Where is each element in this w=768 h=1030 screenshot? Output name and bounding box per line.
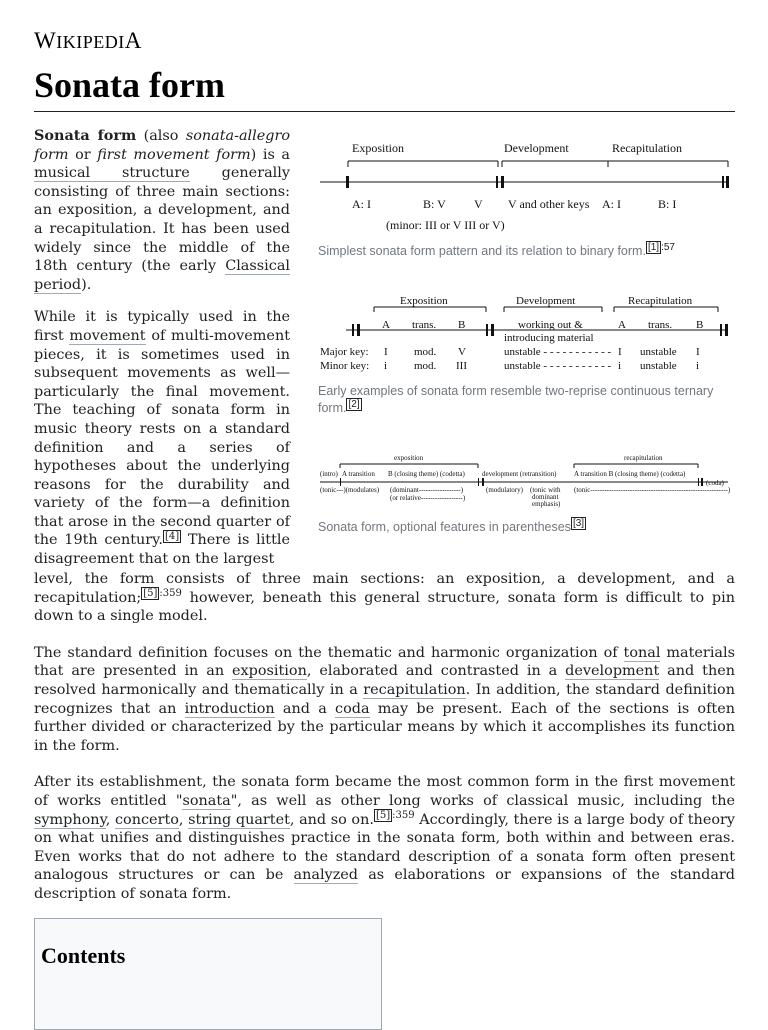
link-classical-period[interactable]: Classical period bbox=[34, 258, 290, 293]
svg-text:A: I: A: I bbox=[352, 197, 371, 211]
svg-text:unstable: unstable bbox=[640, 360, 677, 372]
svg-text:A: I: A: I bbox=[602, 197, 621, 211]
figure-1 bbox=[318, 136, 738, 260]
f1-development-label: Development bbox=[504, 141, 569, 155]
svg-text:introducing material: introducing material bbox=[504, 332, 594, 344]
svg-text:Exposition: Exposition bbox=[400, 295, 448, 307]
link-movement[interactable]: movement bbox=[69, 327, 146, 344]
svg-text:Recapitulation: Recapitulation bbox=[628, 295, 693, 307]
svg-text:emphasis): emphasis) bbox=[532, 500, 561, 508]
svg-text:I: I bbox=[384, 346, 388, 358]
svg-text:trans.: trans. bbox=[648, 319, 673, 331]
svg-text:(tonic---)(modulates): (tonic---)(modulates) bbox=[320, 486, 380, 494]
svg-text:dominant: dominant bbox=[532, 493, 559, 501]
svg-text:(tonic------------------------: (tonic-----------------------------------------------------------) bbox=[574, 486, 731, 494]
lead-paragraph-2: While it is typically used in the first movement of multi-movement pieces, it is sometimes used in subsequent movements as well—particularly the final movement. The teaching of sonata form in music theory rests on a standard definition and a series of hypotheses about the underlying reasons for the durability and variety of the form—a definition that arose in the second quarter of the 19th century. [4] There is little disagreement that on the largest bbox=[34, 309, 290, 568]
citation-5b[interactable]: [5] :359 bbox=[375, 809, 415, 821]
toc-title: Contents bbox=[41, 943, 126, 968]
svg-text:(modulatory): (modulatory) bbox=[486, 486, 523, 494]
svg-text:B: B bbox=[458, 319, 466, 331]
svg-text:V: V bbox=[458, 346, 466, 358]
title-divider bbox=[34, 111, 735, 112]
svg-text:exposition: exposition bbox=[394, 454, 424, 462]
svg-text:mod.: mod. bbox=[414, 360, 437, 372]
svg-text:A transition B (closing them: A transition B (closing theme) (codetta) bbox=[574, 470, 686, 478]
body-paragraph-3: After its establishment, the sonata form became the most common form in the first movement of works entitled "sonata", as well as other long works of classical music, including the symphony, concerto, string quartet, and so on. $^{[5] :359}$ Accordingly, there is a large body of theory on what unifies and distinguishes practice in the sonata form, both within and between eras. Even works that do not adhere to the standard description of a sonata form often present analogous structures or can be analyzed as elaborations or expansions of the standard description of sonata form. bbox=[34, 774, 736, 902]
svg-text:Development: Development bbox=[516, 295, 576, 307]
figure-2-caption: Early examples of sonata form resemble two-reprise continuous ternary form. [2] bbox=[318, 384, 714, 415]
link-musical-structure[interactable]: musical structure bbox=[34, 165, 190, 182]
svg-text:unstable: unstable bbox=[640, 346, 677, 358]
lead-section bbox=[34, 127, 290, 583]
citation-2[interactable]: [2] bbox=[348, 398, 360, 410]
svg-text:B: I: B: I bbox=[658, 197, 677, 211]
svg-text:III: III bbox=[456, 360, 467, 372]
figure-3 bbox=[318, 452, 738, 536]
svg-text:V: V bbox=[474, 197, 483, 211]
link-coda[interactable]: coda bbox=[335, 700, 370, 717]
svg-text:(tonic with: (tonic with bbox=[530, 486, 561, 494]
link-recapitulation[interactable]: recapitulation bbox=[363, 681, 466, 698]
svg-text:trans.: trans. bbox=[412, 319, 437, 331]
link-tonal[interactable]: tonal bbox=[623, 644, 661, 661]
svg-text:A transition: A transition bbox=[342, 470, 375, 478]
svg-text:unstable - - - - - - - - - - -: unstable - - - - - - - - - - - bbox=[504, 360, 612, 372]
alt-name-2: first movement form bbox=[97, 146, 251, 163]
svg-text:(dominant------------------): (dominant------------------) bbox=[390, 486, 464, 494]
figure-3-caption: Sonata form, optional features in parentheses [3] bbox=[318, 517, 585, 534]
body-paragraph-1: level, the form consists of three main sections: an exposition, a development, and a recapitulation; $^{[5] :359}$ however, beneath this general structure, sonata form is difficult to pin down to a single model. bbox=[34, 571, 735, 625]
svg-text:I: I bbox=[618, 346, 622, 358]
article-body bbox=[34, 570, 735, 922]
svg-text:B: B bbox=[696, 319, 704, 331]
two-reprise-diagram bbox=[318, 292, 738, 376]
body-paragraph-2: The standard definition focuses on the thematic and harmonic organization of tonal materials that are presented in an exposition, elaborated and contrasted in a development and then resolved harmonically and thematically in a recapitulation. In addition, the standard definition recognizes that an introduction and a coda may be present. Each of the sections is often further divided or characterized by the particular means by which it accomplishes its function in the form. bbox=[34, 644, 735, 754]
page-title: Sonata form bbox=[34, 65, 225, 105]
link-introduction[interactable]: introduction bbox=[184, 700, 275, 717]
link-analyzed[interactable]: analyzed bbox=[293, 867, 359, 884]
optional-features-diagram bbox=[318, 452, 738, 508]
svg-text:recapitulation: recapitulation bbox=[624, 454, 663, 462]
link-string-quartet[interactable]: string quartet bbox=[188, 811, 290, 828]
link-exposition[interactable]: exposition bbox=[232, 663, 307, 680]
svg-text:i: i bbox=[384, 360, 388, 372]
f1-recapitulation-label: Recapitulation bbox=[612, 141, 682, 155]
citation-1[interactable]: [1] :57 bbox=[647, 241, 675, 253]
link-development[interactable]: development bbox=[565, 663, 660, 680]
f1-exposition-label: Exposition bbox=[352, 141, 405, 155]
link-symphony[interactable]: symphony bbox=[34, 811, 106, 828]
svg-text:I: I bbox=[696, 346, 700, 358]
svg-text:development (retransition): development (retransition) bbox=[482, 470, 557, 478]
link-concerto[interactable]: concerto bbox=[115, 811, 179, 828]
svg-text:B: V: B: V bbox=[423, 197, 446, 211]
svg-text:V and other keys: V and other keys bbox=[508, 197, 590, 211]
bold-term: Sonata form bbox=[34, 127, 137, 144]
svg-text:B (closing theme) (codetta): B (closing theme) (codetta) bbox=[388, 470, 465, 478]
svg-text:Major key:: Major key: bbox=[320, 346, 369, 358]
svg-text:i: i bbox=[618, 360, 622, 372]
svg-text:(intro): (intro) bbox=[320, 470, 338, 478]
sonata-binary-diagram bbox=[318, 136, 738, 236]
citation-5a[interactable]: [5] :359 bbox=[143, 587, 182, 599]
lead-paragraph-1: Sonata form (also sonata-allegro form or first movement form) is a musical structure generally consisting of three main sections: an exposition, a development, and a recapitulation. It has been used widely since the middle of the 18th century (the early Classical period). bbox=[34, 127, 291, 293]
table-of-contents bbox=[34, 918, 382, 1030]
wikipedia-wordmark[interactable]: WIKIPEDIA bbox=[34, 28, 142, 53]
svg-text:unstable - - - - - - - - - - -: unstable - - - - - - - - - - - bbox=[504, 346, 612, 358]
f1-minor-note: (minor: III or V III or V) bbox=[386, 218, 505, 232]
alt-name-1: sonata-allegro form bbox=[34, 128, 291, 163]
citation-3[interactable]: [3] bbox=[572, 517, 585, 529]
svg-text:(coda): (coda) bbox=[706, 479, 724, 487]
svg-text:A: A bbox=[382, 319, 390, 331]
svg-text:working out &: working out & bbox=[518, 319, 583, 331]
svg-text:Minor key:: Minor key: bbox=[320, 360, 370, 372]
citation-4[interactable]: [4] bbox=[164, 530, 180, 542]
svg-text:A: A bbox=[618, 319, 626, 331]
figure-2 bbox=[318, 292, 738, 417]
link-sonata[interactable]: sonata bbox=[182, 792, 231, 809]
svg-text:(or relative------------------: (or relative------------------) bbox=[390, 494, 466, 502]
figure-1-caption: Simplest sonata form pattern and its relation to binary form. $^{[1] :57}$ bbox=[318, 241, 675, 258]
svg-text:i: i bbox=[696, 360, 700, 372]
svg-text:mod.: mod. bbox=[414, 346, 437, 358]
